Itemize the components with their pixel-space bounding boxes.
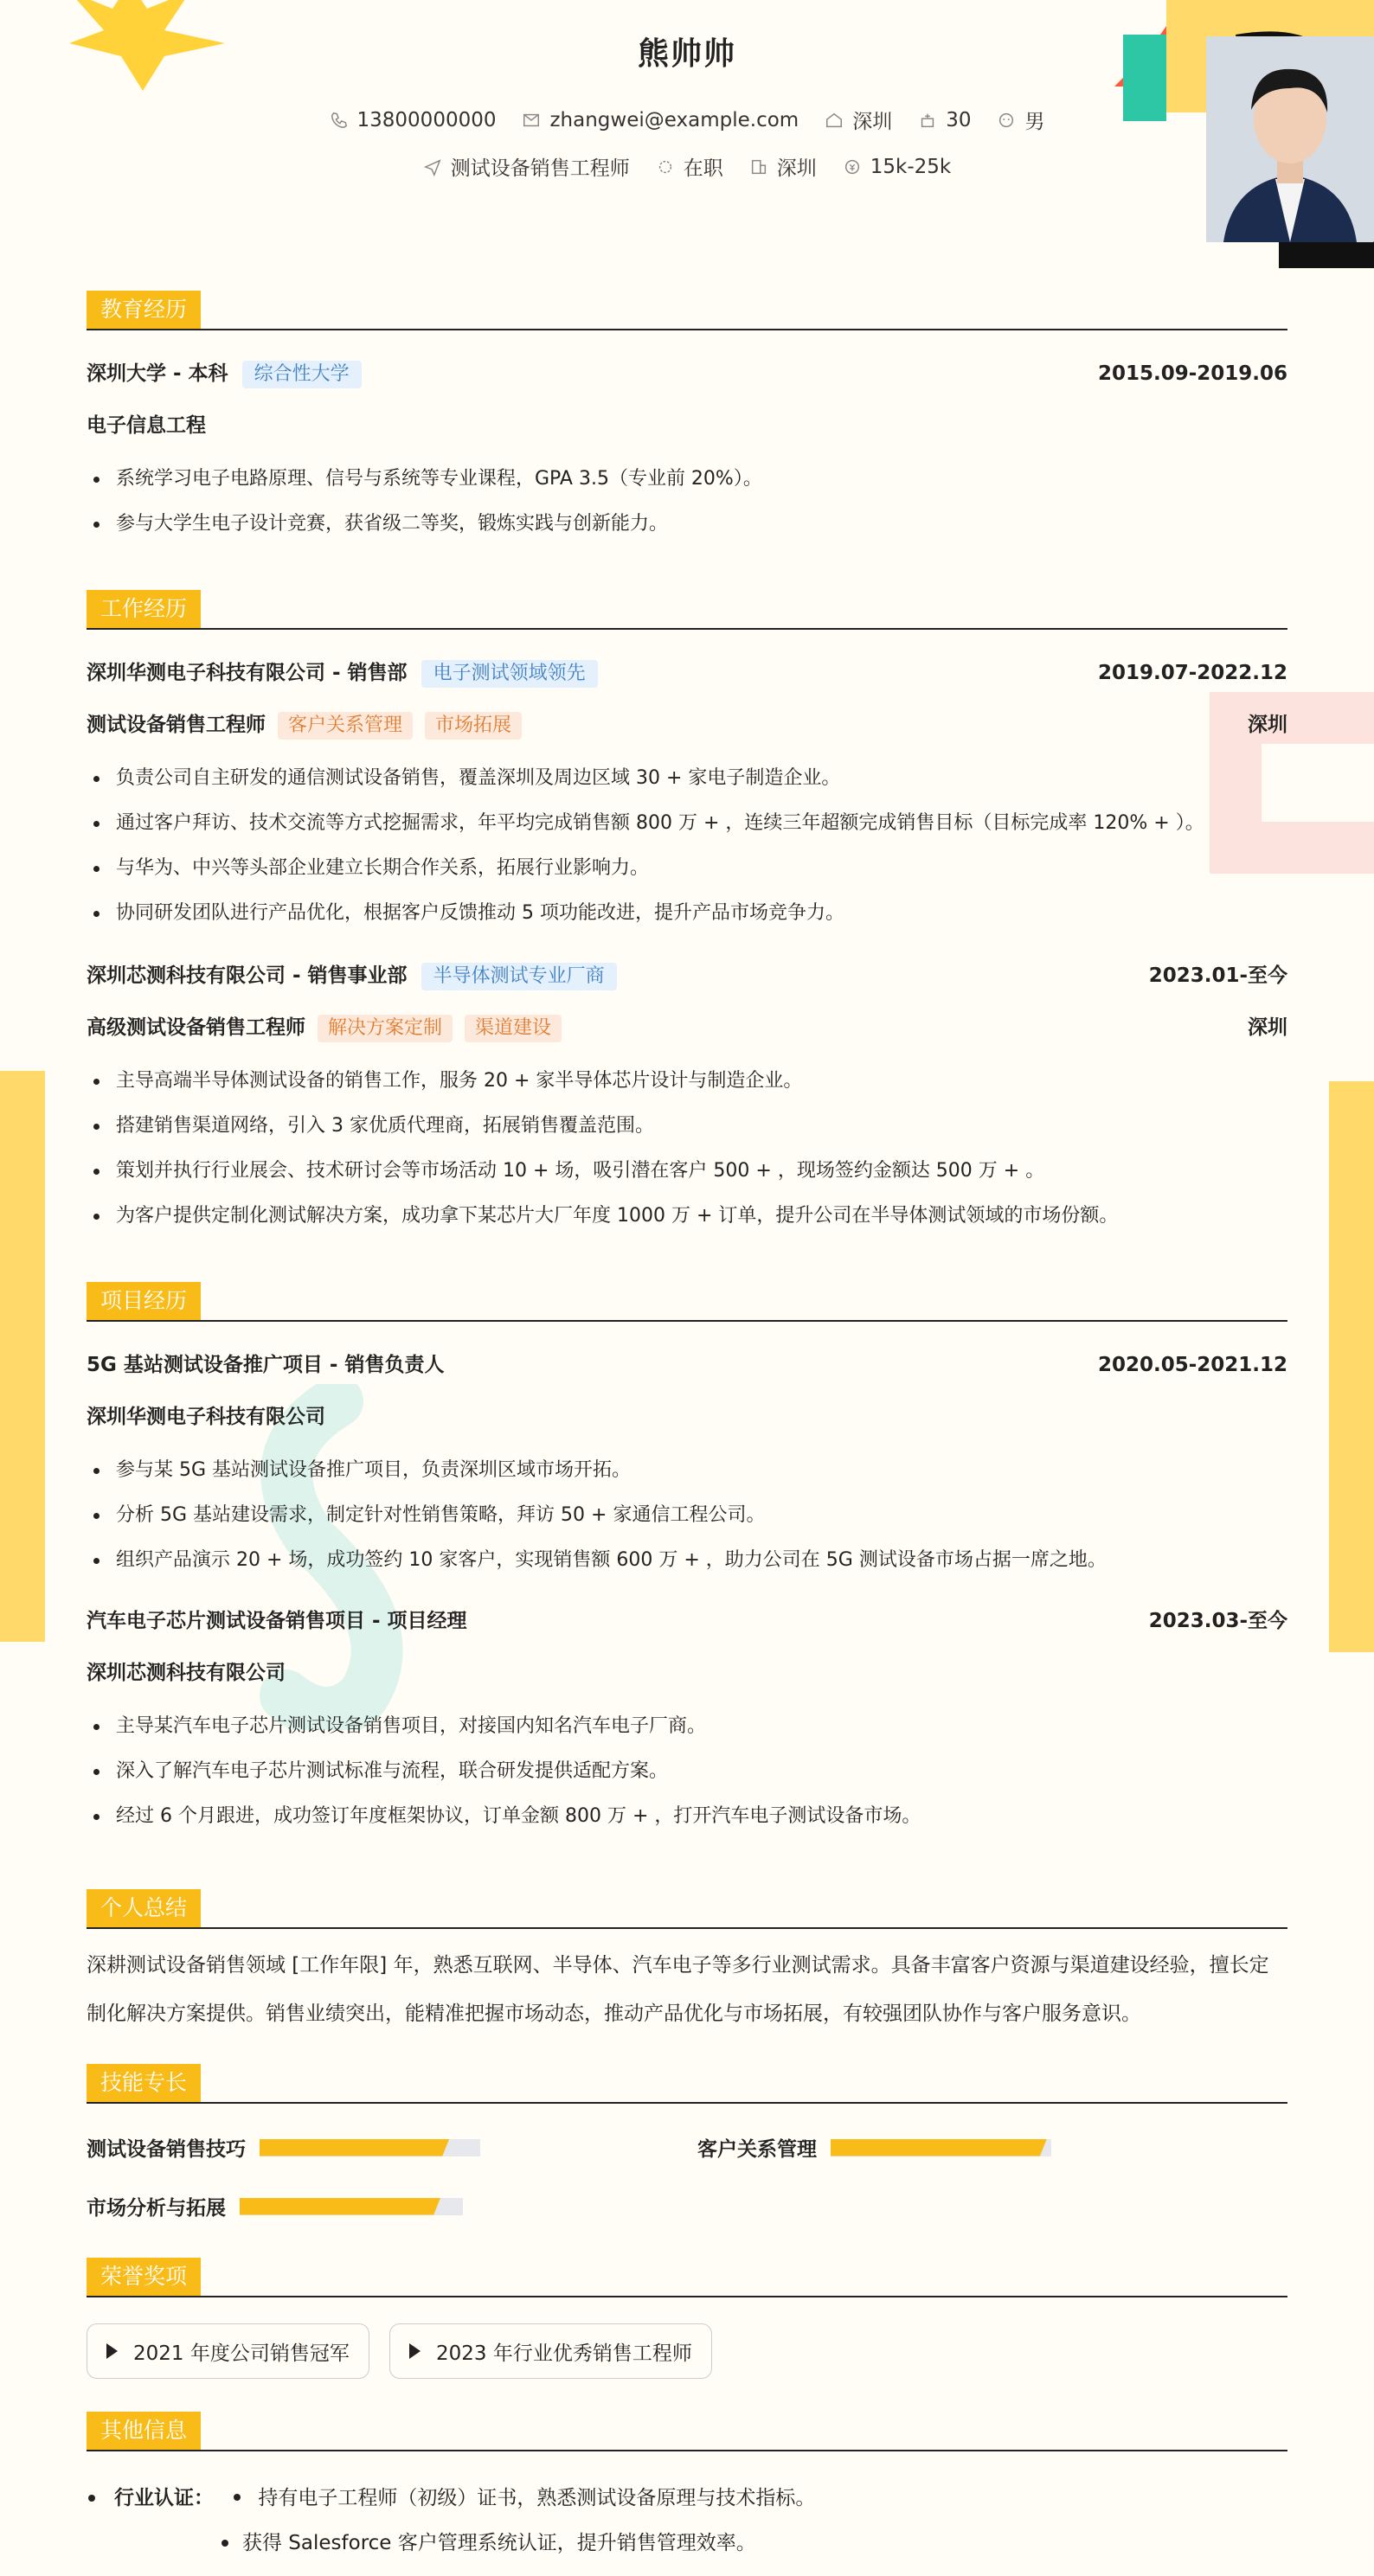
skill-bar-fill [831, 2139, 1047, 2156]
email-text: zhangwei@example.com [549, 108, 799, 131]
project-name: 汽车电子芯片测试设备销售项目 - 项目经理 [87, 1610, 467, 1632]
work-city-text: 深圳 [776, 157, 817, 180]
job-date: 2019.07-2022.12 [1097, 662, 1287, 684]
role-tag: 渠道建设 [465, 1015, 562, 1042]
list-item: 与华为、中兴等头部企业建立长期合作关系，拓展行业影响力。 [87, 846, 1287, 891]
summary-text: 深耕测试设备销售领域 [工作年限] 年，熟悉互联网、半导体、汽车电子等多行业测试需求。具备丰富客户资源与渠道建设经验，擅长定制化解决方案提供。销售业绩突出，能精准把握市场动态，推动产品优化与市场拓展，有较强团队协作与客户服务意识。 [87, 1954, 1269, 2025]
skills-section [87, 2064, 1287, 2220]
gender-text: 男 [1024, 111, 1045, 133]
home-icon [825, 111, 844, 130]
major: 电子信息工程 [87, 414, 206, 437]
skill-name: 客户关系管理 [697, 2138, 817, 2161]
list-item: 主导高端半导体测试设备的销售工作，服务 20 + 家半导体芯片设计与制造企业。 [87, 1059, 1287, 1104]
list-item: 主导某汽车电子芯片测试设备销售项目，对接国内知名汽车电子厂商。 [87, 1704, 1287, 1749]
project-company: 深圳芯测科技有限公司 [87, 1662, 286, 1684]
company-name: 深圳华测电子科技有限公司 - 销售部 [87, 662, 408, 684]
education-date: 2015.09-2019.06 [1097, 362, 1287, 385]
role-tag: 解决方案定制 [318, 1015, 453, 1042]
work-section [87, 590, 1287, 1227]
section-title: 技能专长 [87, 2064, 201, 2102]
phone-icon [330, 111, 349, 130]
list-item: 组织产品演示 20 + 场，成功签约 10 家客户，实现销售额 600 万 + ，助力公司在 5G 测试设备市场占据一席之地。 [87, 1538, 1287, 1583]
age-icon [918, 111, 937, 130]
section-title: 个人总结 [87, 1889, 201, 1927]
list-item: 策划并执行行业展会、技术研讨会等市场活动 10 + 场，吸引潜在客户 500 + ，现场签约金额达 500 万 + 。 [87, 1149, 1287, 1194]
phone-text: 13800000000 [356, 108, 497, 131]
awards-section [87, 2258, 1287, 2365]
skill-name: 测试设备销售技巧 [87, 2138, 246, 2161]
list-item: 协同研发团队进行产品优化，根据客户反馈推动 5 项功能改进，提升产品市场竞争力。 [87, 891, 1287, 936]
send-icon [423, 157, 442, 176]
section-title: 项目经历 [87, 1282, 201, 1320]
section-title: 工作经历 [87, 590, 201, 628]
job-bullets [87, 756, 1287, 936]
company-tag: 电子测试领域领先 [421, 660, 598, 688]
award-label: 2023 年行业优秀销售工程师 [436, 2342, 692, 2365]
cert-label: 行业认证： [114, 2487, 214, 2509]
project-bullets [87, 1704, 1287, 1839]
city-text: 深圳 [852, 111, 893, 133]
right-accent-bar [1329, 1081, 1374, 1652]
salary-text: 15k-25k [870, 155, 952, 178]
school-tag: 综合性大学 [242, 361, 362, 388]
section-title: 其他信息 [87, 2412, 201, 2450]
salary-icon [843, 157, 862, 176]
section-title: 教育经历 [87, 291, 201, 329]
job-bullets [87, 1059, 1287, 1239]
list-item: 系统学习电子电路原理、信号与系统等专业课程，GPA 3.5（专业前 20%）。 [87, 457, 1287, 502]
list-item: 参与大学生电子设计竞赛，获省级二等奖，锻炼实践与创新能力。 [87, 502, 1287, 547]
candidate-name: 熊帅帅 [637, 36, 736, 72]
company-name: 深圳芯测科技有限公司 - 销售事业部 [87, 964, 408, 987]
skill-name: 市场分析与拓展 [87, 2197, 226, 2220]
project-date: 2020.05-2021.12 [1097, 1354, 1287, 1376]
list-item: 分析 5G 基站建设需求，制定针对性销售策略，拜访 50 + 家通信工程公司。 [87, 1493, 1287, 1538]
mail-icon [522, 111, 541, 130]
role-tag: 市场拓展 [425, 712, 522, 740]
status-icon [656, 157, 675, 176]
job-city: 深圳 [1248, 1016, 1287, 1039]
job-city: 深圳 [1248, 714, 1287, 736]
education-bullets [87, 457, 1287, 547]
status-text: 在职 [683, 157, 723, 180]
summary-section [87, 1889, 1287, 2025]
list-item: 为客户提供定制化测试解决方案，成功拿下某芯片大厂年度 1000 万 + 订单，提升公司在半导体测试领域的市场份额。 [87, 1194, 1287, 1239]
award-item [87, 2323, 369, 2379]
list-item: 搭建销售渠道网络，引入 3 家优质代理商，拓展销售覆盖范围。 [87, 1104, 1287, 1149]
project-bullets [87, 1448, 1287, 1583]
skill-bar-fill [240, 2198, 440, 2215]
list-item: 获得 Salesforce 客户管理系统认证，提升销售管理效率。 [242, 2532, 756, 2554]
skill-bar-fill [260, 2139, 449, 2156]
avatar [1206, 36, 1374, 242]
position-text: 测试设备销售工程师 [450, 157, 630, 180]
project-name: 5G 基站测试设备推广项目 - 销售负责人 [87, 1354, 445, 1376]
skill-item [697, 2133, 1051, 2162]
triangle-icon [409, 2343, 421, 2359]
list-item: 参与某 5G 基站测试设备推广项目，负责深圳区域市场开拓。 [87, 1448, 1287, 1493]
list-item: 负责公司自主研发的通信测试设备销售，覆盖深圳及周边区域 30 + 家电子制造企业。 [87, 756, 1287, 801]
contact-row [87, 106, 1287, 134]
age-text: 30 [946, 108, 972, 131]
job-role: 测试设备销售工程师 [87, 714, 266, 736]
role-tag: 客户关系管理 [278, 712, 413, 740]
job-role: 高级测试设备销售工程师 [87, 1016, 305, 1039]
project-date: 2023.03-至今 [1148, 1610, 1287, 1632]
skill-bar [831, 2139, 1051, 2156]
left-accent-bar [0, 1071, 45, 1642]
school-name: 深圳大学 - 本科 [87, 362, 228, 385]
skill-bar [240, 2198, 463, 2215]
list-item: 持有电子工程师（初级）证书，熟悉测试设备原理与技术指标。 [258, 2487, 816, 2509]
list-item: 通过客户拜访、技术交流等方式挖掘需求，年平均完成销售额 800 万 + ，连续三年超额完成销售目标（目标完成率 120% + ）。 [87, 801, 1287, 846]
award-label: 2021 年度公司销售冠军 [133, 2342, 350, 2365]
list-item: 深入了解汽车电子芯片测试标准与流程，联合研发提供适配方案。 [87, 1749, 1287, 1794]
company-tag: 半导体测试专业厂商 [421, 963, 617, 990]
projects-section [87, 1282, 1287, 1827]
job-date: 2023.01-至今 [1148, 964, 1287, 987]
education-section [87, 291, 1287, 535]
section-title: 荣誉奖项 [87, 2258, 201, 2296]
project-company: 深圳华测电子科技有限公司 [87, 1406, 325, 1428]
building-icon [749, 157, 768, 176]
award-item [389, 2323, 712, 2379]
gender-icon [997, 111, 1016, 130]
skill-item [87, 2192, 463, 2220]
triangle-icon [106, 2343, 118, 2359]
skill-item [87, 2133, 480, 2162]
other-section [87, 2412, 1287, 2554]
job-intent-row [87, 152, 1287, 181]
skill-bar [260, 2139, 480, 2156]
list-item: 经过 6 个月跟进，成功签订年度框架协议，订单金额 800 万 + ，打开汽车电子测试设备市场。 [87, 1794, 1287, 1839]
